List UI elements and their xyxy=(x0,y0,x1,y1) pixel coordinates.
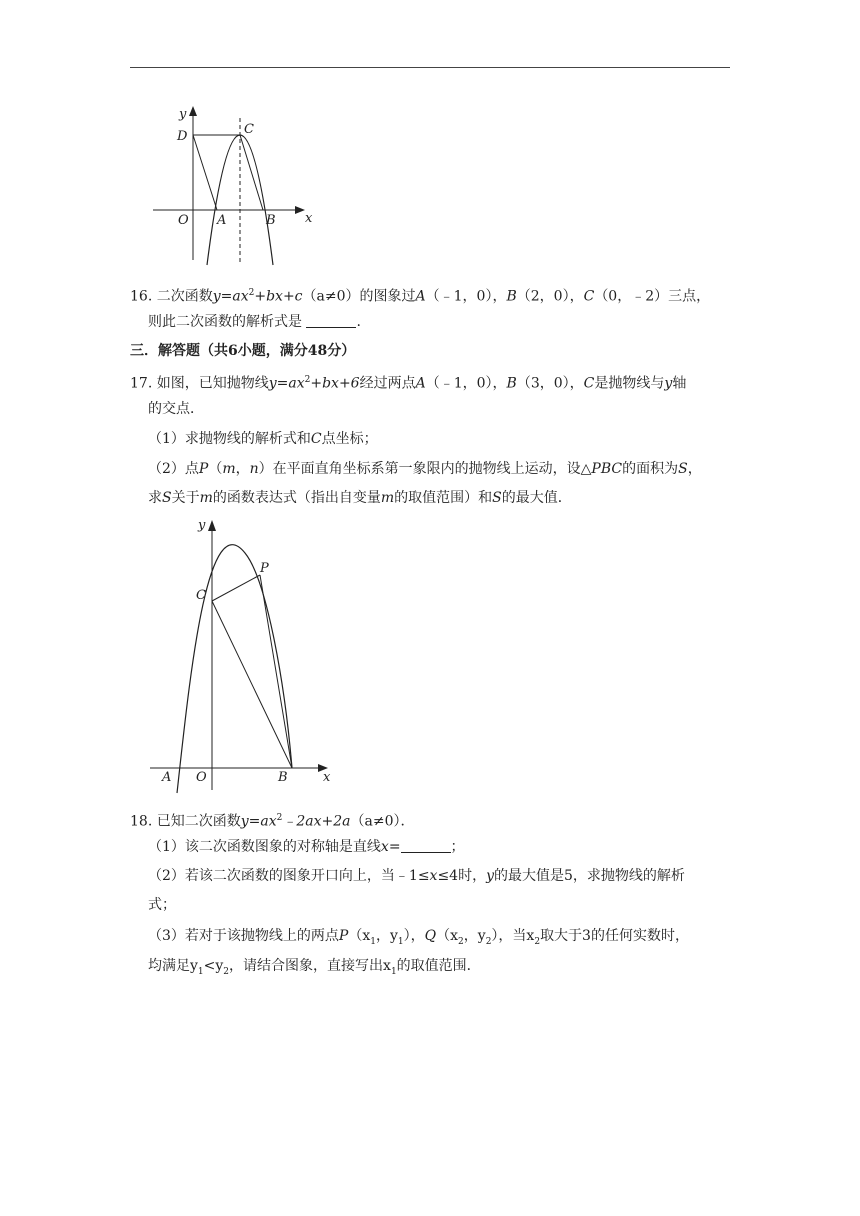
q18-p2x: x xyxy=(429,868,438,884)
q18-s2: 1 xyxy=(397,936,404,947)
q17-f1: y xyxy=(268,375,277,392)
q17-C: C xyxy=(583,375,595,392)
q16-pre: 二次函数 xyxy=(156,288,213,305)
q18-p2y: y xyxy=(486,868,495,884)
figure-parabola-cpb xyxy=(145,515,345,795)
q18-f1: y xyxy=(240,813,249,830)
q16-line2-text: 则此二次函数的解析式是 xyxy=(148,314,302,330)
q18-Q: Q xyxy=(424,928,437,944)
q18-p3e: （x xyxy=(436,928,459,944)
q18-p2a: （2）若该二次函数的图象开口向上，当﹣1≤ xyxy=(148,868,430,884)
q17-p2c: ， xyxy=(235,461,250,477)
q17-p3b: 关于 xyxy=(171,490,200,506)
q17-f2: =ax xyxy=(276,375,305,392)
q18-f3: ﹣2ax+2a xyxy=(282,813,351,830)
q18-P: P xyxy=(338,928,349,944)
q18-s1: 1 xyxy=(370,936,376,947)
q16-line2 xyxy=(148,312,361,332)
q17-P: P xyxy=(198,461,209,477)
q17-f3: +bx+6 xyxy=(310,375,360,392)
q17-line1 xyxy=(130,370,686,394)
q17-t1: 如图，已知抛物线 xyxy=(156,375,269,392)
q18-number: 18. xyxy=(130,813,153,830)
q18-line1 xyxy=(130,808,414,832)
q18-p4a: 均满足y xyxy=(148,958,198,974)
q16-number: 16. xyxy=(130,288,153,305)
q17-p1C: C xyxy=(310,431,322,447)
q17-part2 xyxy=(148,459,702,479)
segment-pb xyxy=(260,575,292,768)
q18-p3h: 取大于3的任何实数时， xyxy=(540,928,689,944)
q17-Ac: （﹣1，0）， xyxy=(425,375,507,392)
q16-rest: +bx+c xyxy=(254,288,303,305)
q18-s3: 2 xyxy=(458,936,464,947)
q18-p1c: ； xyxy=(450,839,465,855)
label-C: C xyxy=(244,122,254,137)
label-C: C xyxy=(196,588,206,603)
q17-m2: m xyxy=(199,490,213,506)
segment-cb xyxy=(240,135,263,210)
label-y: y xyxy=(198,518,206,533)
label-B: B xyxy=(278,770,288,785)
q18-p1a: （1）该二次函数图象的对称轴是直线 xyxy=(148,839,381,855)
section-heading: 三．解答题（共6小题，满分48分） xyxy=(130,343,356,359)
q17-S: S xyxy=(678,461,688,477)
q17-p1a: （1）求抛物线的解析式和 xyxy=(148,431,311,447)
y-arrow xyxy=(189,106,197,116)
q18-f2: =ax xyxy=(248,813,277,830)
q17-p3d: 的取值范围）和 xyxy=(394,490,493,506)
q18-p2b: ≤4时， xyxy=(437,868,487,884)
q16-ax: ax xyxy=(232,288,249,305)
x-arrow xyxy=(295,206,305,214)
q18-t1: 已知二次函数 xyxy=(156,813,241,830)
q17-n: n xyxy=(249,461,259,477)
q18-part2-line2: 式； xyxy=(148,897,176,913)
q17-m: m xyxy=(222,461,236,477)
q16-A: A xyxy=(415,288,426,305)
header-rule xyxy=(130,67,730,68)
label-A: A xyxy=(217,213,227,228)
q16-B: B xyxy=(506,288,517,305)
q18-p3f: ，y xyxy=(463,928,486,944)
q18-p3d: ）， xyxy=(403,928,425,944)
label-B: B xyxy=(266,213,276,228)
q17-part2-line2 xyxy=(148,488,572,508)
label-x: x xyxy=(305,211,313,226)
q16-end: . xyxy=(356,314,361,330)
q17-Bc: （3，0）， xyxy=(516,375,584,392)
q18-p3c: ，y xyxy=(375,928,398,944)
q17-p2a: （2）点 xyxy=(148,461,199,477)
q18-exp: 2 xyxy=(276,813,283,823)
parabola-curve xyxy=(177,545,292,793)
segment-cb xyxy=(212,601,292,768)
q16-C: C xyxy=(583,288,595,305)
q18-part3-line2 xyxy=(148,956,481,982)
q18-part2 xyxy=(148,866,685,886)
q18-t2: （a≠0）． xyxy=(350,813,415,830)
q17-p2b: （ xyxy=(208,461,223,477)
q17-S2: S xyxy=(162,490,172,506)
q17-p3c: 的函数表达式（指出自变量 xyxy=(212,490,381,506)
q16-B-coords: （2，0）， xyxy=(516,288,584,305)
label-y: y xyxy=(179,107,187,122)
q18-p2c: 的最大值是5，求抛物线的解析 xyxy=(494,868,685,884)
label-D: D xyxy=(177,129,188,144)
q17-t3: 是抛物线与 xyxy=(594,375,665,392)
label-P: P xyxy=(260,561,269,576)
q16-C-coords: （0，﹣2）三点， xyxy=(594,288,711,305)
label-O: O xyxy=(196,770,207,785)
q17-t4: 轴 xyxy=(672,375,687,392)
q17-number: 17. xyxy=(130,375,153,392)
q17-B: B xyxy=(506,375,517,392)
q17-yv: y xyxy=(664,375,673,392)
q17-p3e: 的最大值． xyxy=(501,490,572,506)
q16-cond: （a≠0）的图象过 xyxy=(302,288,416,305)
q18-p3g: ），当x xyxy=(491,928,535,944)
q18-part3 xyxy=(148,926,689,952)
q18-s7: 2 xyxy=(223,966,230,977)
q18-answer-blank xyxy=(401,838,451,853)
q17-S3: S xyxy=(492,490,502,506)
q18-s4: 2 xyxy=(485,936,492,947)
q18-p4c: ，请结合图象，直接写出x xyxy=(229,958,391,974)
q16-eq: = xyxy=(220,288,233,305)
q17-t2: 经过两点 xyxy=(359,375,416,392)
q17-line2: 的交点． xyxy=(148,401,204,417)
q17-p3a: 求 xyxy=(148,490,162,506)
q17-exp: 2 xyxy=(304,375,311,385)
q18-s6: 1 xyxy=(197,966,204,977)
q17-p2d: ）在平面直角坐标系第一象限内的抛物线上运动，设△ xyxy=(258,461,592,477)
q18-p4d: 的取值范围． xyxy=(396,958,481,974)
q18-s8: 1 xyxy=(390,966,397,977)
q17-p2e: 的面积为 xyxy=(622,461,679,477)
q18-s5: 2 xyxy=(534,936,541,947)
segment-da xyxy=(193,135,217,210)
label-O: O xyxy=(178,213,189,228)
q18-p3a: （3）若对于该抛物线上的两点 xyxy=(148,928,339,944)
q16-exp: 2 xyxy=(248,288,255,298)
q16-A-coords: （﹣1，0）， xyxy=(425,288,507,305)
q18-part1 xyxy=(148,837,465,857)
label-A: A xyxy=(162,770,172,785)
q17-A: A xyxy=(415,375,426,392)
figure-parabola-dcab xyxy=(145,100,325,270)
q17-part1 xyxy=(148,429,378,449)
segment-cp xyxy=(212,575,260,601)
q18-p1x: x xyxy=(380,839,389,855)
q17-p1b: 点坐标； xyxy=(321,431,378,447)
label-x: x xyxy=(323,770,331,785)
q16-y: y xyxy=(212,288,221,305)
q18-p3b: （x xyxy=(348,928,371,944)
q16-line1 xyxy=(130,283,710,307)
q17-p2f: ， xyxy=(687,461,702,477)
q18-p4b: <y xyxy=(203,958,224,974)
q17-PBC: PBC xyxy=(591,461,623,477)
q16-answer-blank xyxy=(306,313,356,328)
q18-p1b: = xyxy=(388,839,401,855)
q17-m3: m xyxy=(380,490,395,506)
y-arrow xyxy=(208,520,216,531)
